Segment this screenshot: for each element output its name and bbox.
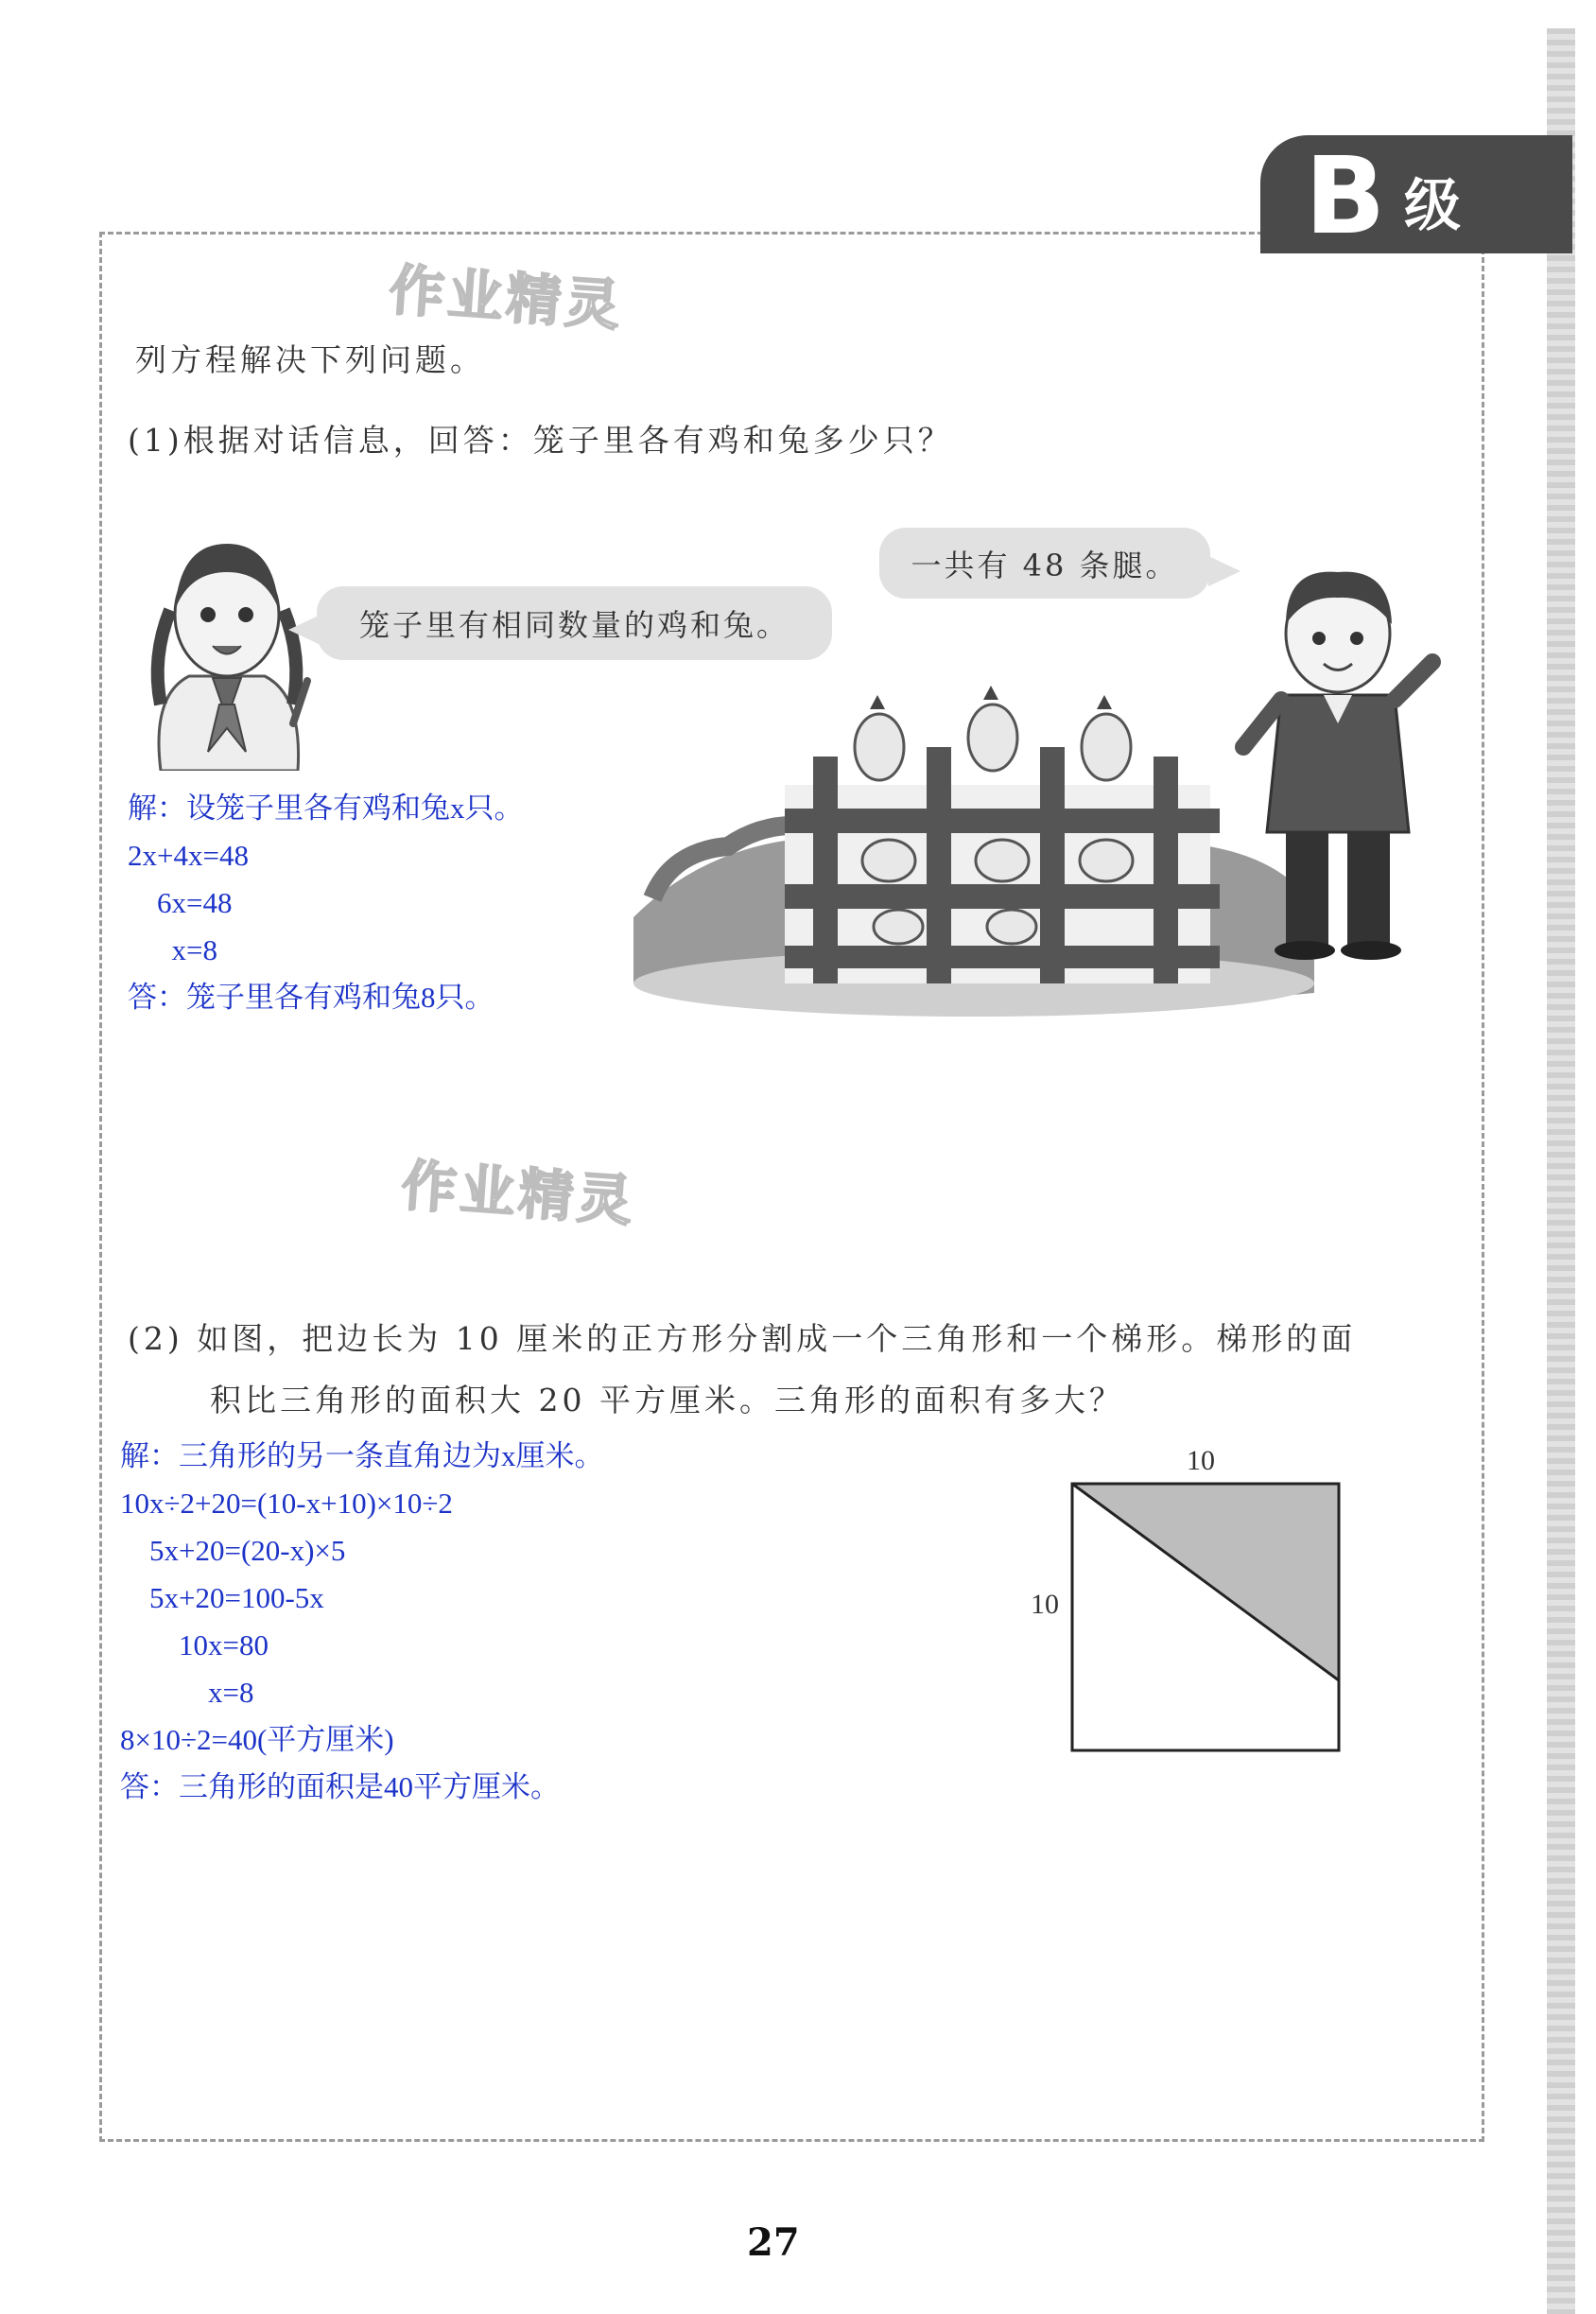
question-2-prompt-line1: (2) 如图，把边长为 10 厘米的正方形分割成一个三角形和一个梯形。梯形的面 [128, 1320, 1357, 1357]
square-figure [1068, 1480, 1343, 1754]
watermark-top: 作业精灵 [387, 257, 626, 339]
question-1-answer [128, 785, 524, 1021]
boy-speech-bubble: 一共有 48 条腿。 [879, 528, 1210, 599]
answer-2-line: 答：三角形的面积是40平方厘米。 [120, 1770, 560, 1803]
answer-2-line: 5x+20=(20-x)×5 [120, 1534, 346, 1567]
figure-top-label: 10 [1187, 1445, 1215, 1476]
question-1-prompt: (1)根据对话信息，回答：笼子里各有鸡和兔多少只？ [128, 422, 953, 459]
instruction-text: 列方程解决下列问题。 [135, 341, 485, 378]
page-number: 27 [747, 2220, 800, 2265]
girl-speech-bubble: 笼子里有相同数量的鸡和兔。 [317, 586, 832, 660]
cage-scene-illustration [633, 681, 1314, 1021]
answer-1-line: 2x+4x=48 [128, 839, 249, 872]
level-suffix: 级 [1404, 173, 1461, 239]
answer-2-line: 8×10÷2=40(平方厘米) [120, 1723, 394, 1756]
answer-2-line: 10x÷2+20=(10-x+10)×10÷2 [120, 1487, 453, 1520]
boy-illustration [1229, 558, 1456, 965]
answer-1-line: 6x=48 [128, 886, 233, 919]
girl-illustration [142, 515, 312, 771]
figure-side-label: 10 [1031, 1589, 1059, 1620]
answer-2-line: 5x+20=100-5x [120, 1581, 324, 1614]
answer-2-line: 10x=80 [120, 1628, 269, 1662]
page-edge-strip [1547, 28, 1575, 2314]
question-2-prompt-line2: 积比三角形的面积大 20 平方厘米。三角形的面积有多大？ [210, 1382, 1124, 1418]
question-2-answer [120, 1433, 604, 1811]
answer-1-line: 解：设笼子里各有鸡和兔x只。 [128, 792, 524, 825]
level-letter: B [1305, 135, 1386, 258]
watermark-middle: 作业精灵 [399, 1153, 638, 1234]
girl-bubble-tail [288, 615, 321, 645]
answer-1-line: 答：笼子里各有鸡和兔8只。 [128, 981, 494, 1014]
answer-2-line: 解：三角形的另一条直角边为x厘米。 [120, 1439, 604, 1472]
answer-1-line: x=8 [128, 933, 217, 966]
answer-2-line: x=8 [120, 1676, 254, 1709]
